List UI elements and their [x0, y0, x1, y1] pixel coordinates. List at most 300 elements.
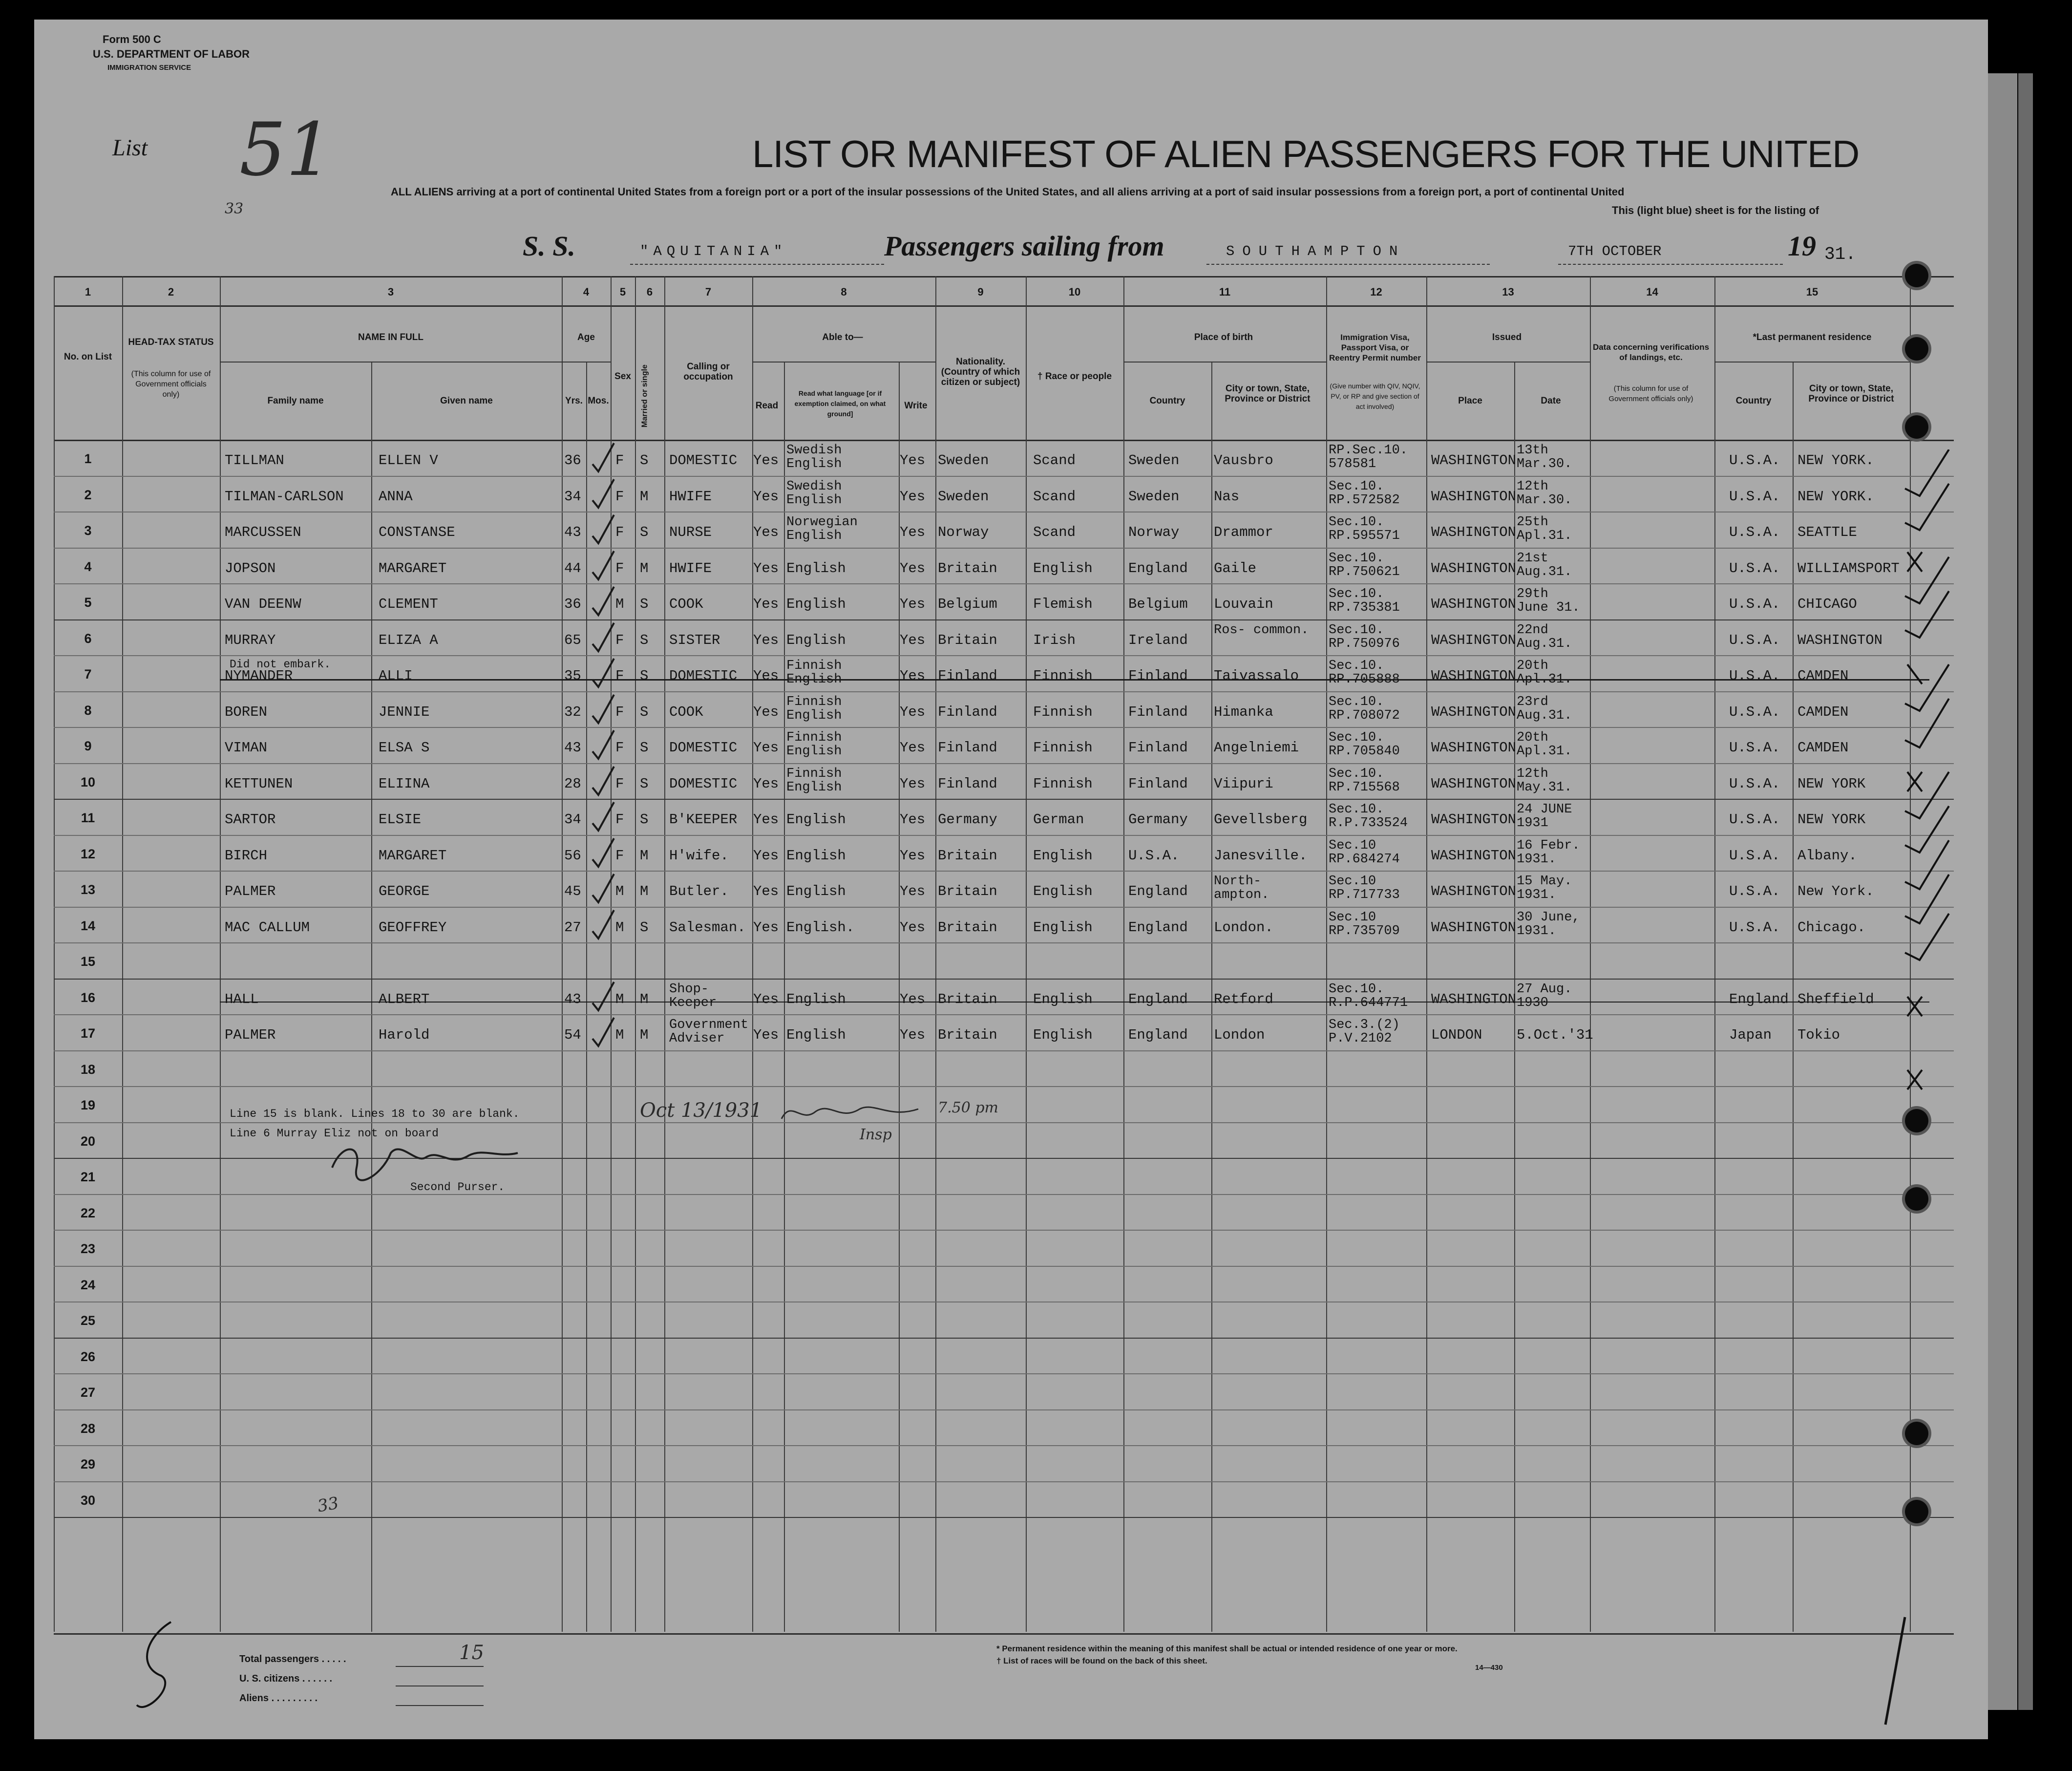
read-language: Finnish English — [786, 659, 842, 687]
form-code: 14—430 — [1475, 1664, 1503, 1672]
residence-city: New York. — [1797, 883, 1874, 899]
header-yrs: Yrs. — [565, 396, 583, 406]
read-language: Finnish English — [786, 694, 842, 723]
inspector-signature — [777, 1099, 923, 1129]
birth-city: Ros- common. — [1214, 622, 1309, 638]
row-divider — [54, 1014, 1954, 1015]
calling: COOK — [669, 704, 703, 720]
row-divider — [54, 1050, 1954, 1051]
inspector-title: Insp — [860, 1126, 892, 1143]
sex: M — [615, 596, 624, 612]
issued-place: WASHINGTON — [1431, 452, 1517, 469]
column-divider — [1590, 276, 1591, 1632]
sex: M — [615, 883, 624, 899]
write: Yes — [900, 524, 926, 540]
issued-date: 25th Apl.31. — [1517, 515, 1572, 543]
header-age: Age — [577, 332, 595, 342]
header-landings: Data concerning verifications of landings, etc. — [1592, 342, 1710, 362]
row-number: 24 — [80, 1277, 96, 1292]
birth-city: Louvain — [1214, 596, 1273, 612]
race: German — [1033, 811, 1084, 828]
read: Yes — [753, 524, 779, 540]
sailing-date: 7TH OCTOBER — [1568, 243, 1662, 259]
issued-place: LONDON — [1431, 1027, 1482, 1043]
given-name: CONSTANSE — [379, 524, 455, 540]
total-rule — [396, 1666, 484, 1667]
family-name: KETTUNEN — [225, 775, 293, 792]
marital-status: S — [640, 632, 649, 648]
residence-country: U.S.A. — [1729, 811, 1780, 828]
issued-place: WASHINGTON — [1431, 488, 1517, 505]
column-divider — [1714, 276, 1715, 1632]
port-of-departure: SOUTHAMPTON — [1226, 243, 1406, 259]
page-edge — [2018, 73, 2033, 1710]
row-number: 29 — [80, 1457, 96, 1472]
write: Yes — [900, 811, 926, 828]
punch-hole — [1905, 337, 1928, 361]
residence-city: NEW YORK. — [1797, 452, 1874, 469]
row-number: 2 — [84, 487, 92, 502]
blank-lines-note: Line 15 is blank. Lines 18 to 30 are blank. — [230, 1108, 520, 1120]
row-divider — [54, 476, 1954, 477]
residence-city: NEW YORK. — [1797, 488, 1874, 505]
age-checkmark — [589, 837, 618, 872]
nationality: Britain — [938, 883, 997, 899]
row-divider — [54, 942, 1954, 943]
residence-country: U.S.A. — [1729, 847, 1780, 864]
nationality: Finland — [938, 740, 997, 756]
header-race: † Race or people — [1037, 371, 1112, 382]
header-visa-note: (Give number with QIV, NQIV, PV, or RP and give section of act involved) — [1330, 382, 1420, 410]
age-checkmark — [589, 981, 618, 1015]
header-landings-note: (This column for use of Government officials only) — [1608, 384, 1693, 403]
nationality: Britain — [938, 991, 997, 1007]
column-divider — [1123, 276, 1124, 1632]
not-on-board-note: Line 6 Murray Eliz not on board — [230, 1127, 439, 1140]
column-divider — [635, 276, 636, 1632]
age-checkmark — [589, 514, 618, 548]
sex: F — [615, 632, 624, 648]
nationality: Finland — [938, 775, 997, 792]
calling: SISTER — [669, 632, 720, 648]
given-name: JENNIE — [379, 704, 430, 720]
manifest-sheet — [34, 20, 1988, 1739]
write: Yes — [900, 847, 926, 864]
nationality: Finland — [938, 704, 997, 720]
margin-number: 33 — [316, 1493, 340, 1516]
column-divider — [1026, 276, 1027, 1632]
age: 56 — [564, 847, 581, 864]
race: Irish — [1033, 632, 1076, 648]
birth-city: Taivassalo — [1214, 668, 1299, 684]
row-number: 14 — [80, 918, 96, 933]
given-name: ELLEN V — [379, 452, 438, 469]
row-divider — [54, 979, 1954, 980]
marital-status: M — [640, 847, 649, 864]
visa-number: Sec.10 RP.684274 — [1329, 838, 1400, 867]
sex: M — [615, 919, 624, 936]
read: Yes — [753, 452, 779, 469]
column-number: 3 — [387, 286, 394, 298]
header-issued-place: Place — [1458, 396, 1482, 406]
sex: F — [615, 847, 624, 864]
read-language: English — [786, 596, 846, 612]
sex: F — [615, 668, 624, 684]
sex: F — [615, 775, 624, 792]
given-name: ALBERT — [379, 991, 430, 1007]
visa-number: Sec.10. R.P.733524 — [1329, 802, 1408, 831]
family-name: MURRAY — [225, 632, 276, 648]
write: Yes — [900, 1027, 926, 1043]
write: Yes — [900, 668, 926, 684]
residence-country: U.S.A. — [1729, 596, 1780, 612]
read: Yes — [753, 775, 779, 792]
column-divider — [1211, 362, 1212, 1632]
given-name: ANNA — [379, 488, 413, 505]
header-rule — [54, 440, 1954, 441]
row-divider — [54, 1338, 1954, 1339]
given-name: ELIZA A — [379, 632, 438, 648]
family-name: HALL — [225, 991, 259, 1007]
ship-rule — [630, 264, 884, 265]
purser-title: Second Purser. — [410, 1181, 505, 1194]
calling: HWIFE — [669, 560, 712, 576]
marital-status: S — [640, 524, 649, 540]
column-divider — [220, 276, 221, 1632]
birth-city: Vausbro — [1214, 452, 1273, 469]
age: 28 — [564, 775, 581, 792]
residence-country: U.S.A. — [1729, 524, 1780, 540]
issued-date: 12th Mar.30. — [1517, 479, 1572, 508]
column-number: 10 — [1068, 286, 1081, 298]
verification-checkmarks — [1900, 449, 1954, 1124]
column-number: 7 — [705, 286, 712, 298]
read: Yes — [753, 883, 779, 899]
header-read-language: Read what language [or if exemption claimed, on what ground] — [794, 389, 886, 418]
age-checkmark — [589, 1017, 618, 1051]
birth-city: Gaile — [1214, 560, 1257, 576]
did-not-embark-note: Did not embark. — [230, 658, 331, 671]
birth-country: Norway — [1128, 524, 1180, 540]
read-language: Norwegian English — [786, 515, 858, 543]
inspection-time: 7.50 pm — [938, 1099, 998, 1116]
nationality: Britain — [938, 919, 997, 936]
marital-status: M — [640, 883, 649, 899]
write: Yes — [900, 883, 926, 899]
calling: Government Adviser — [669, 1018, 749, 1046]
family-name: JOPSON — [225, 560, 276, 576]
calling: COOK — [669, 596, 703, 612]
row-number: 25 — [80, 1313, 96, 1328]
nationality: Britain — [938, 847, 997, 864]
list-label: List — [112, 135, 148, 161]
punch-hole — [1905, 1109, 1928, 1132]
read: Yes — [753, 668, 779, 684]
nationality: Britain — [938, 1027, 997, 1043]
birth-city: Himanka — [1214, 704, 1273, 720]
row-number: 26 — [80, 1349, 96, 1364]
column-number: 6 — [646, 286, 653, 298]
birth-country: Finland — [1128, 704, 1188, 720]
column-divider — [1426, 276, 1427, 1632]
family-name: TILLMAN — [225, 452, 284, 469]
residence-country: U.S.A. — [1729, 883, 1780, 899]
calling: NURSE — [669, 524, 712, 540]
issued-date: 5.Oct.'31 — [1517, 1027, 1593, 1043]
race: Scand — [1033, 452, 1076, 469]
sex: F — [615, 560, 624, 576]
subheader-rule — [220, 362, 562, 363]
calling: DOMESTIC — [669, 668, 738, 684]
header-res-country: Country — [1735, 396, 1772, 406]
given-name: ELSIE — [379, 811, 422, 828]
family-name: NYMANDER — [225, 668, 293, 684]
age-checkmark — [589, 442, 618, 476]
residence-city: WILLIAMSPORT — [1797, 560, 1900, 576]
date-rule — [1558, 264, 1783, 265]
age-checkmark — [589, 622, 618, 656]
sex: M — [615, 1027, 624, 1043]
row-divider — [54, 1122, 1954, 1123]
birth-country: England — [1128, 991, 1188, 1007]
family-name: BIRCH — [225, 847, 268, 864]
family-name: VAN DEENW — [225, 596, 301, 612]
row-divider — [54, 1481, 1954, 1482]
given-name: GEORGE — [379, 883, 430, 899]
issued-date: 20th Apl.31. — [1517, 730, 1572, 759]
row-divider — [54, 799, 1954, 800]
row-divider — [54, 871, 1954, 872]
write: Yes — [900, 596, 926, 612]
total-passengers-label: Total passengers . . . . . — [239, 1654, 346, 1664]
column-number: 8 — [841, 286, 847, 298]
row-number: 10 — [80, 774, 96, 789]
marital-status: M — [640, 1027, 649, 1043]
marital-status: M — [640, 560, 649, 576]
age-checkmark — [589, 801, 618, 835]
issued-date: 22nd Aug.31. — [1517, 622, 1572, 651]
column-number: 2 — [168, 286, 174, 298]
nationality: Germany — [938, 811, 997, 828]
column-divider — [1326, 276, 1327, 1632]
header-married: Married or single — [640, 364, 649, 427]
read: Yes — [753, 704, 779, 720]
read-language: English — [786, 811, 846, 828]
marital-status: S — [640, 668, 649, 684]
column-divider — [371, 362, 372, 1632]
family-name: SARTOR — [225, 811, 276, 828]
residence-city: CAMDEN — [1797, 704, 1849, 720]
read: Yes — [753, 596, 779, 612]
race: Scand — [1033, 488, 1076, 505]
read-language: English. — [786, 919, 855, 936]
visa-number: Sec.10. RP.750976 — [1329, 622, 1400, 651]
row-number: 30 — [80, 1493, 96, 1508]
family-name: TILMAN-CARLSON — [225, 488, 344, 505]
row-divider — [54, 691, 1954, 692]
residence-city: NEW YORK — [1797, 811, 1866, 828]
birth-country: Sweden — [1128, 488, 1180, 505]
birth-country: England — [1128, 919, 1188, 936]
write: Yes — [900, 488, 926, 505]
row-divider — [54, 548, 1954, 549]
birth-country: Finland — [1128, 775, 1188, 792]
age-checkmark — [589, 873, 618, 907]
residence-country: U.S.A. — [1729, 668, 1780, 684]
row-number: 4 — [84, 559, 92, 574]
issued-date: 20th Apl.31. — [1517, 659, 1572, 687]
row-number: 11 — [81, 811, 95, 825]
total-passengers-value: 15 — [459, 1642, 484, 1664]
age-checkmark — [589, 550, 618, 584]
table-frame — [54, 276, 1954, 1635]
nationality: Sweden — [938, 452, 989, 469]
age: 32 — [564, 704, 581, 720]
marital-status: S — [640, 811, 649, 828]
inspection-date: Oct 13/1931 — [640, 1099, 762, 1122]
age-checkmark — [589, 478, 618, 512]
family-name: PALMER — [225, 1027, 276, 1043]
family-name: MAC CALLUM — [225, 919, 310, 936]
header-res-city: City or town, State, Province or District — [1808, 384, 1894, 404]
birth-country: England — [1128, 560, 1188, 576]
column-number: 1 — [85, 286, 91, 298]
residence-city: Sheffield — [1797, 991, 1874, 1007]
issued-place: WASHINGTON — [1431, 704, 1517, 720]
age-checkmark — [589, 729, 618, 764]
issued-date: 29th June 31. — [1517, 587, 1580, 615]
issued-place: WASHINGTON — [1431, 883, 1517, 899]
row-number: 6 — [84, 631, 92, 646]
birth-city: Janesville. — [1214, 847, 1308, 864]
header-read: Read — [755, 401, 779, 411]
sex: F — [615, 704, 624, 720]
read: Yes — [753, 847, 779, 864]
row-number: 20 — [80, 1133, 96, 1149]
row-number: 22 — [80, 1205, 96, 1220]
residence-country: U.S.A. — [1729, 919, 1780, 936]
issued-place: WASHINGTON — [1431, 991, 1517, 1007]
row-divider — [54, 1086, 1954, 1087]
birth-country: Ireland — [1128, 632, 1188, 648]
race: English — [1033, 560, 1093, 576]
read: Yes — [753, 1027, 779, 1043]
row-divider — [54, 727, 1954, 728]
issued-date: 13th Mar.30. — [1517, 443, 1572, 471]
write: Yes — [900, 632, 926, 648]
issued-date: 30 June, 1931. — [1517, 910, 1580, 939]
header-calling: Calling or occupation — [683, 362, 733, 382]
race: English — [1033, 883, 1093, 899]
header-issued-date: Date — [1541, 396, 1561, 406]
issued-date: 27 Aug. 1930 — [1517, 982, 1572, 1010]
header-name-in-full: NAME IN FULL — [358, 332, 424, 342]
residence-city: CHICAGO — [1797, 596, 1857, 612]
read-language: English — [786, 883, 846, 899]
visa-number: RP.Sec.10. 578581 — [1329, 443, 1408, 471]
age-checkmark — [589, 586, 618, 620]
ss-label: S. S. — [523, 230, 576, 262]
nationality: Belgium — [938, 596, 997, 612]
year-prefix: 19 — [1788, 230, 1816, 262]
age: 34 — [564, 488, 581, 505]
column-number: 13 — [1502, 286, 1514, 298]
read: Yes — [753, 488, 779, 505]
marital-status: S — [640, 775, 649, 792]
header-sex: Sex — [614, 371, 631, 382]
read: Yes — [753, 740, 779, 756]
sex: F — [615, 524, 624, 540]
residence-country: U.S.A. — [1729, 488, 1780, 505]
age-checkmark — [589, 909, 618, 943]
birth-country: Finland — [1128, 740, 1188, 756]
sailing-label: Passengers sailing from — [884, 230, 1164, 262]
subheader-rule — [562, 362, 611, 363]
birth-city: Drammor — [1214, 524, 1273, 540]
row-number: 1 — [84, 451, 92, 466]
issued-place: WASHINGTON — [1431, 632, 1517, 648]
row-number: 18 — [80, 1062, 96, 1077]
header-given-name: Given name — [440, 396, 493, 406]
calling: Shop- Keeper — [669, 982, 717, 1010]
birth-city: London. — [1214, 919, 1273, 936]
residence-footnote: * Permanent residence within the meaning of this manifest shall be actual or intended residence of one year or more. — [996, 1644, 1458, 1653]
column-divider — [1793, 362, 1794, 1632]
column-number: 14 — [1646, 286, 1658, 298]
column-number: 12 — [1370, 286, 1382, 298]
calling: Butler. — [669, 883, 729, 899]
header-nationality: Nationality. (Country of which citizen or subject) — [941, 357, 1020, 387]
header-visa: Immigration Visa, Passport Visa, or Reentry Permit number — [1329, 333, 1421, 363]
residence-city: CAMDEN — [1797, 740, 1849, 756]
row-divider — [54, 907, 1954, 908]
aliens-rule — [396, 1705, 484, 1706]
race: Finnish — [1033, 740, 1093, 756]
given-name: CLEMENT — [379, 596, 438, 612]
birth-country: Belgium — [1128, 596, 1188, 612]
marital-status: S — [640, 740, 649, 756]
calling: B'KEEPER — [669, 811, 738, 828]
residence-country: U.S.A. — [1729, 452, 1780, 469]
row-number: 28 — [80, 1421, 96, 1436]
calling: Salesman. — [669, 919, 746, 936]
visa-number: Sec.10 RP.735709 — [1329, 910, 1400, 939]
residence-city: Albany. — [1797, 847, 1857, 864]
row-number: 19 — [80, 1098, 96, 1112]
column-divider — [562, 276, 563, 1632]
birth-city: Angelniemi — [1214, 740, 1299, 756]
birth-country: England — [1128, 883, 1188, 899]
age: 36 — [564, 452, 581, 469]
row-number: 17 — [80, 1026, 96, 1041]
read-language: English — [786, 991, 846, 1007]
residence-city: WASHINGTON — [1797, 632, 1883, 648]
read: Yes — [753, 991, 779, 1007]
row-divider — [54, 655, 1954, 656]
row-divider — [54, 619, 1954, 620]
row-divider — [54, 1517, 1954, 1518]
write: Yes — [900, 740, 926, 756]
sex: F — [615, 452, 624, 469]
given-name: ELSA S — [379, 740, 430, 756]
page-edge — [1988, 73, 2017, 1710]
nationality: Norway — [938, 524, 989, 540]
sex: F — [615, 811, 624, 828]
birth-country: Germany — [1128, 811, 1188, 828]
birth-city: London — [1214, 1027, 1265, 1043]
row-number: 3 — [84, 523, 92, 538]
family-name: VIMAN — [225, 740, 268, 756]
